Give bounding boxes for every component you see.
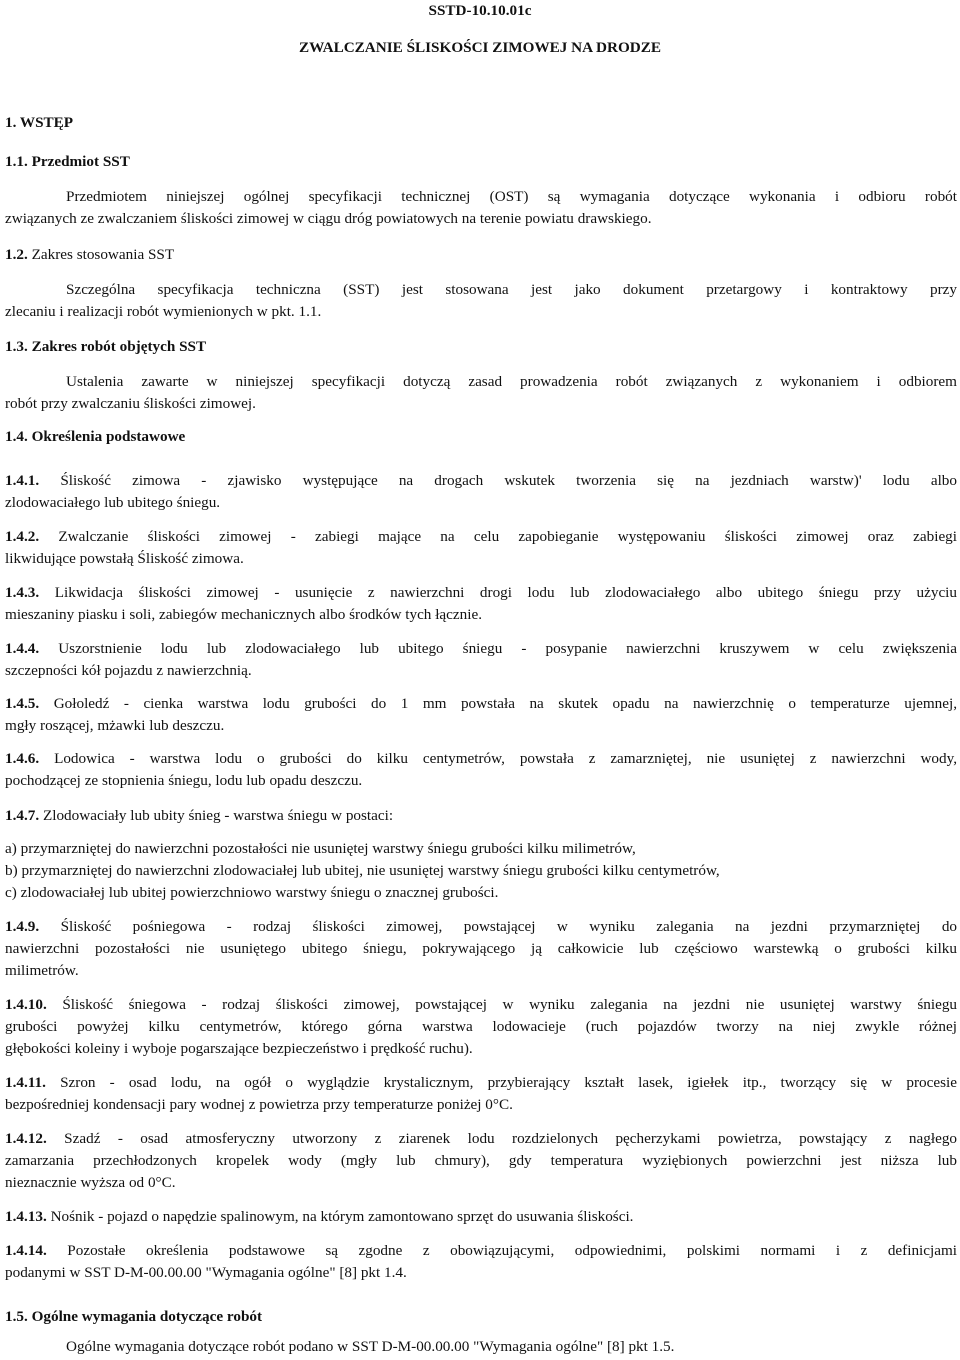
section-heading-1-4: 1.4. Określenia podstawowe [5,428,186,445]
definition-number: 1.4.12. [5,1130,47,1147]
definition-line: głębokości koleiny i wyboje pogarszające bezpieczeństwo i prędkość ruchu). [5,1040,473,1057]
document-code: SSTD-10.10.01c [428,2,532,19]
section-heading-1-1: 1.1. Przedmiot SST [5,153,130,170]
definition-number: 1.4.4. [5,640,40,657]
section-number: 1.2. [5,246,28,263]
definition-number: 1.4.2. [5,528,40,545]
section-heading-1-3: 1.3. Zakres robót objętych SST [5,338,207,355]
definition-number: 1.4.9. [5,918,40,935]
paragraph-line: Ogólne wymagania dotyczące robót podano w SST D-M-00.00.00 "Wymagania ogólne" [8] pkt 1.5. [66,1338,675,1355]
definition-line: nawierzchni pozostałości nie usuniętego ubitego śniegu, pokrywającego ją całkowicie lub częściowo warstewką o grubości kilku [5,940,957,957]
definition-line: 1.4.10. Śliskość śniegowa - rodzaj śliskości zimowej, powstającej w wyniku zalegania na jezdni nie usuniętej warstwy śniegu [5,996,958,1013]
definition-line: 1.4.11. Szron - osad lodu, na ogół o wyglądzie krystalicznym, przybierający kształt lasek, igiełek itp., tworzący się w procesie [5,1074,957,1091]
definition-line: 1.4.9. Śliskość pośniegowa - rodzaj śliskości zimowej, powstającej w wyniku zalegania na jezdni przymarzniętej do [5,918,958,935]
definition-line: grubości powyżej kilku centymetrów, którego górna warstwa lodowacieje (ruch pojazdów tworzy na niej zwykle różnej [5,1018,957,1035]
paragraph-line: zlecaniu i realizacji robót wymienionych w pkt. 1.1. [5,303,322,320]
list-item-a: a) przymarzniętej do nawierzchni pozostałości nie usuniętej warstwy śniegu grubości kilku milimetrów, [5,840,636,857]
definition-line: podanymi w SST D-M-00.00.00 "Wymagania ogólne" [8] pkt 1.4. [5,1264,407,1281]
definition-line: bezpośredniej kondensacji pary wodnej z powietrza przy temperaturze poniżej 0°C. [5,1096,513,1113]
definition-line: nieznacznie wyższa od 0°C. [5,1174,176,1191]
definition-number: 1.4.11. [5,1074,46,1091]
definition-line: mgły roszącej, mżawki lub deszczu. [5,717,225,734]
list-item-c: c) zlodowaciałej lub ubitej powierzchniowo warstwy śniegu o znacznej grubości. [5,884,499,901]
definition-line: 1.4.14. Pozostałe określenia podstawowe są zgodne z obowiązującymi, odpowiednimi, polskimi normami i z definicjami [5,1242,957,1259]
definition-line: 1.4.5. Gołoledź - cienka warstwa lodu grubości do 1 mm powstała na skutek opadu na nawierzchnię o temperaturze ujemnej, [5,695,958,712]
definition-line: likwidujące powstałą Śliskość zimowa. [5,550,244,567]
definition-line: 1.4.1. Śliskość zimowa - zjawisko występujące na drogach wskutek tworzenia się na jezdniach warstw)' lodu albo [5,472,957,489]
definition-line: milimetrów. [5,962,79,979]
definition-number: 1.4.10. [5,996,47,1013]
definition-line: 1.4.3. Likwidacja śliskości zimowej - usunięcie z nawierzchni drogi lodu lub zlodowaciałego albo ubitego śniegu przy użyciu [5,584,957,601]
definition-number: 1.4.6. [5,750,40,767]
list-item-b: b) przymarzniętej do nawierzchni zlodowaciałej lub ubitej, nie usuniętej warstwy śniegu grubości kilku centymetrów, [5,862,720,879]
definition-line: 1.4.2. Zwalczanie śliskości zimowej - zabiegi mające na celu zapobieganie występowaniu śliskości zimowej oraz zabiegi [5,528,958,545]
definition-line: pochodzącej ze stopnienia śniegu, lodu lub opadu deszczu. [5,772,363,789]
definition-line: zlodowaciałego lub ubitego śniegu. [5,494,221,511]
paragraph-line: Ustalenia zawarte w niniejszej specyfikacji dotyczą zasad prowadzenia robót związanych z wykonaniem i odbiorem [66,373,957,390]
definition-number: 1.4.14. [5,1242,47,1259]
definition-line: 1.4.12. Szadź - osad atmosferyczny utworzony z ziarenek lodu rozdzielonych pęcherzykami powietrza, powstający z nagłego [5,1130,958,1147]
definition-number: 1.4.3. [5,584,40,601]
paragraph-line: związanych ze zwalczaniem śliskości zimowej w ciągu dróg powiatowych na terenie powiatu drawskiego. [5,210,652,227]
paragraph-line: robót przy zwalczaniu śliskości zimowej. [5,395,256,412]
definition-line: 1.4.4. Uszorstnienie lodu lub zlodowaciałego lub ubitego śniegu - posypanie nawierzchni kruszywem w celu zwiększenia [5,640,957,657]
definition-line: szczepności kół pojazdu z nawierzchnią. [5,662,252,679]
section-heading-1: 1. WSTĘP [5,114,74,131]
definition-number: 1.4.5. [5,695,40,712]
paragraph-line: Przedmiotem niniejszej ogólnej specyfikacji technicznej (OST) są wymagania dotyczące wykonania i odbioru robót [66,188,957,205]
definition-line: mieszaniny piasku i soli, zabiegów mechanicznych albo środków tych łącznie. [5,606,482,623]
definition-line: zamarzania przechłodzonych kropelek wody (mgły lub chmury), gdy temperatura wyziębionych powierzchni jest niższa lub [5,1152,957,1169]
definition-number: 1.4.13. [5,1208,47,1225]
section-title: Zakres stosowania SST [31,246,175,263]
definition-number: 1.4.7. [5,807,40,824]
paragraph-line: Szczególna specyfikacja techniczna (SST) jest stosowana jest jako dokument przetargowy i kontraktowy przy [66,281,957,298]
definition-line: 1.4.6. Lodowica - warstwa lodu o grubości do kilku centymetrów, powstała z zamarzniętej, nie usuniętej z nawierzchni wody, [5,750,958,767]
section-heading-1-5: 1.5. Ogólne wymagania dotyczące robót [5,1308,263,1325]
document-title: ZWALCZANIE ŚLISKOŚCI ZIMOWEJ NA DRODZE [298,39,662,56]
section-heading-1-2 [5,244,174,265]
definition-line: 1.4.7. Zlodowaciały lub ubity śnieg - warstwa śniegu w postaci: [5,807,394,824]
definition-line: 1.4.13. Nośnik - pojazd o napędzie spalinowym, na którym zamontowano sprzęt do usuwania śliskości. [5,1208,634,1225]
definition-number: 1.4.1. [5,472,40,489]
